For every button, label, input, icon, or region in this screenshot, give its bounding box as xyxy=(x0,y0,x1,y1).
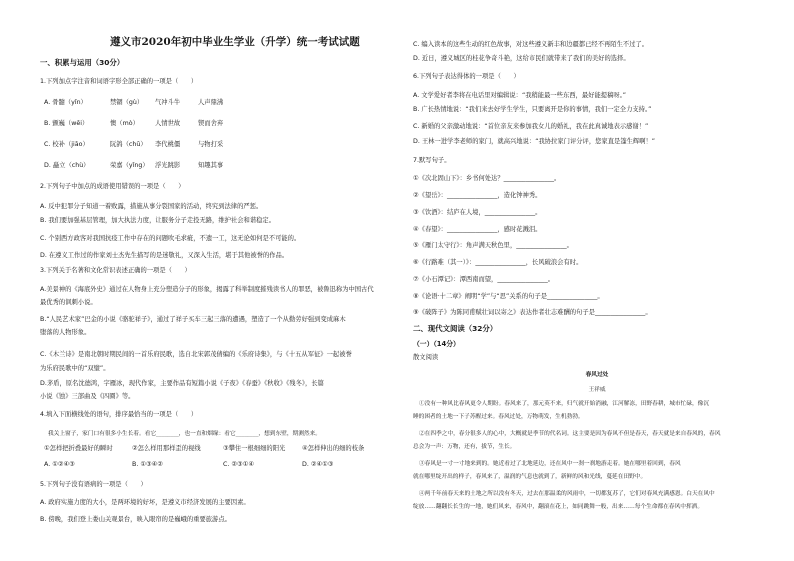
question-6-stem: 6.下列句子表达得体的一项是（ ） xyxy=(413,73,520,80)
q3-option-d-line2: 小说《蚀》三部曲及《四圈》等。 xyxy=(40,393,135,400)
q1-option-a-word3: 气冲斗牛 xyxy=(155,99,181,106)
q1-option-c: C. 校补（jiāo） xyxy=(44,141,89,148)
q1-option-b-word3: 人情世故 xyxy=(155,120,181,127)
q1-option-a: A. 骨髓（yǐn） xyxy=(44,99,87,106)
question-1-stem: 1.下列加点字注音和词语字形全部正确的一项是（ ） xyxy=(40,78,198,85)
q3-option-c-line2: 为乐府民歌中的“双璧”。 xyxy=(40,365,110,372)
essay-title: 春风过处 xyxy=(585,372,609,378)
q7-item-6: ⑥《行路难（其一）》：________________，长风破浪会有时。 xyxy=(413,259,583,266)
question-7-stem: 7.默写句子。 xyxy=(413,157,451,164)
question-5-stem: 5.下列句子没有语病的一项是（ ） xyxy=(40,481,147,488)
q7-item-5: ⑤《雁门太守行》：角声满天秋色里，________________。 xyxy=(413,242,573,249)
q4-sentence-2: ②怎么样用那样歪的视线 xyxy=(132,445,201,452)
q6-option-d: D. 王林一进学李老师的家门，就高兴地说：“我协拉家门评分评，您家直是篷生辉啊！” xyxy=(413,138,656,145)
q6-option-c: C. 新婚的父亲激动地说：“首位亲友来参加我女儿的婚礼，我在此真诚地表示感谢！” xyxy=(413,123,649,130)
subsection-heading: （一）（14分） xyxy=(413,340,460,348)
q3-option-a-line2: 最优秀的讽刺小说。 xyxy=(40,299,97,306)
q7-item-8: ⑧《论语·十二章》阐明“学”与“思”关系的句子是________________。 xyxy=(413,293,604,300)
q3-option-c-line1: C.《木兰诗》是南北朝时期民间的一首乐府民歌，选自北宋郭茂倩编的《乐府诗集》，与《十五从军征》一起被誉 xyxy=(40,351,352,358)
question-4-stem: 4.填入下面横线处的语句，排序最恰当的一项是（ ） xyxy=(40,411,198,418)
q1-option-d-word4: 知趣其事 xyxy=(198,162,224,169)
q1-option-a-word4: 人声鼎沸 xyxy=(198,99,224,106)
q4-answer-c: C. ②③①④ xyxy=(223,461,254,468)
essay-paragraph-2-line1: ②在四季之中，春分很多人的心中，大概就是季节的代名词。这主要是因为春风不但是春天，春天就是来自春风的，春风 xyxy=(419,431,721,437)
q4-sentence-3: ③攀住一根细细的阳光 xyxy=(223,445,286,452)
essay-paragraph-1-line1: ①没有一种风比春风更令人期盼。春风来了，那元英不来，归气就开始消融，江河解冻，田野春耕，城市忙碌，像沉 xyxy=(419,401,710,407)
q3-option-d-line1: D.茅盾，原名沈德鸿，字雁冰，现代作家，主要作品有短篇小说《子夜》《春蚕》《秋收》《残冬》，长篇 xyxy=(40,380,324,387)
q1-option-a-word2: 禁锢（gù） xyxy=(110,99,144,106)
question-3-stem: 3.下列关于名著和文化常识表述正确的一项是（ ） xyxy=(40,267,191,274)
q3-option-b-line2: 堕落的人物形象。 xyxy=(40,329,91,336)
q2-option-a: A. 反中犯罪分子知道一着败露，措施从事分裂国家的活动，终究到法律的严惩。 xyxy=(40,203,263,210)
q6-option-b: B. 广长热情地说：“我们来去好学生学生，只要离开是你的事情，我们一定全力支持。” xyxy=(413,106,652,113)
q5-option-c: C. 编入读本的这些生动的红色故事，对这些遵义新丰和边疆都已经不再陌生不过了。 xyxy=(413,41,649,48)
q1-option-b-word2: 懊（mò） xyxy=(110,120,139,127)
q1-option-d: D. 矗立（chù） xyxy=(44,162,90,169)
q3-option-a-line1: A.美景神的《海底外史》通过在人物身上充分塑造分子的形象，揭露了科举制度摧残读书人的罪恶，被鲁迅称为中国古代 xyxy=(40,286,374,293)
q1-option-c-word4: 与物打采 xyxy=(198,141,224,148)
essay-author: 王祥威 xyxy=(588,387,606,393)
q5-option-b: B. 傍晚，我们登上娄山关观景台，映入眼帘的是巍峨的重要旅游点。 xyxy=(40,516,231,523)
q7-item-7: ⑦《小石潭记》：潭西南而望，________________。 xyxy=(413,276,555,283)
q1-option-c-word2: 阮鸽（chū） xyxy=(110,141,147,148)
section-heading-reading: 二、现代文阅读（32分） xyxy=(413,324,498,333)
question-2-stem: 2.下列句子中加点的成语使用错误的一项是（ ） xyxy=(40,183,185,190)
q4-answer-a: A. ①②④③ xyxy=(44,461,75,468)
q1-option-d-word2: 荣嘉（yǐng） xyxy=(110,162,149,169)
q7-item-2: ②《望岳》：________________，造化钟神秀。 xyxy=(413,192,542,199)
essay-paragraph-4-line2: 绽放……翻翻长长生的一地，她们风来，春风中，翻滚在花上，如同跳舞一般，出来……每个生命都在春风中挥洒。 xyxy=(413,504,704,510)
q2-option-c: C. 个别西方政客对我国抗疫工作中存在的问题吹毛求疵，不遗一工，这无论如何是不可能的。 xyxy=(40,235,301,242)
q6-option-a: A. 文学爱好者李将在电话里对编辑说：“我稍能最一些东西，最好能提稿呀。” xyxy=(413,92,627,99)
q2-option-d: D. 在遵义工作过的作家刘士杰先生描写的是迷敬礼，又深入生活，堪于其他被誉的作品。 xyxy=(40,252,289,259)
essay-paragraph-3-line2: 就在哪里绽开出的样子，春风来了，温润的气息也就到了，新鲜的风和光线，蔓延在田野中。 xyxy=(413,474,647,480)
section-heading-accumulation: 一、积累与运用（30分） xyxy=(40,58,125,67)
genre-label: 散文阅读 xyxy=(413,354,439,361)
essay-paragraph-2-line2: 总会为一声：万物，还有，拔节，生长。 xyxy=(413,444,516,450)
q7-item-9: ⑨《破阵子》为陈同甫赋壮词以寄之》表达作者壮志难酬的句子是________________。 xyxy=(413,309,652,316)
q1-option-c-word3: 李代桃僵 xyxy=(155,141,181,148)
q4-sentence-1: ①怎样把折叠最好的瞬时 xyxy=(44,445,113,452)
q4-sentence-4: ④怎样伸出的细的枝条 xyxy=(302,445,365,452)
q2-option-b: B. 我们要加强基层管理，加大执法力度，让服务分子走投无路，维护社会和谐稳定。 xyxy=(40,217,276,224)
q3-option-b-line1: B.“人民艺术家”巴金的小说《骆驼祥子》，通过了祥子买车三起三落的遭遇，塑造了一个从勤劳好强到变成麻木 xyxy=(40,316,346,323)
q4-answer-b: B. ①③④② xyxy=(132,461,163,468)
essay-paragraph-1-line2: 睡的困者的土地一下子苏醒过来。春风过处，万物萌发，生机勃勃。 xyxy=(413,414,584,420)
q7-item-1: ①《次北固山下》：乡书何处达？________________。 xyxy=(413,175,561,182)
q4-passage: 我关上窗子，家门口有很多小生长着。看它________，也一直和烟缘：看它________，想到东壁，期测然来。 xyxy=(48,431,321,437)
q1-option-d-word3: 浮光跳影 xyxy=(155,162,181,169)
essay-paragraph-4-line1: ④两千年前春天来的土地之所以没有冬天，过去在那温柔的风雨中，一切都复苏了，它们对春风充满感恩。白天在风中 xyxy=(419,491,715,497)
q7-item-3: ③《饮酒》：结庐在人境，________________。 xyxy=(413,209,542,216)
exam-title: 遵义市2020年初中毕业生学业（升学）统一考试试题 xyxy=(110,36,360,48)
q1-option-b: B. 颤巍（wēi） xyxy=(44,120,89,127)
q4-answer-d: D. ②④①③ xyxy=(302,461,334,468)
q1-option-b-word4: 锲而舍弃 xyxy=(198,120,224,127)
q5-option-d: D. 近日，遵义城区的桂花争奇斗艳，这给市民们就带来了我们的美好的选择。 xyxy=(413,55,630,62)
essay-paragraph-3-line1: ③春风是一寸一寸地来到的。她近看过了北地延边，还在风中一刹一刹地游走着。她在哪里着回到，春风 xyxy=(419,461,681,467)
q7-item-4: ④《春望》：________________，感时花溅泪。 xyxy=(413,226,542,233)
q5-option-a: A. 政府实施力度的大小，是两环境的好坏，是遵义市经济发展的主要因素。 xyxy=(40,499,250,506)
